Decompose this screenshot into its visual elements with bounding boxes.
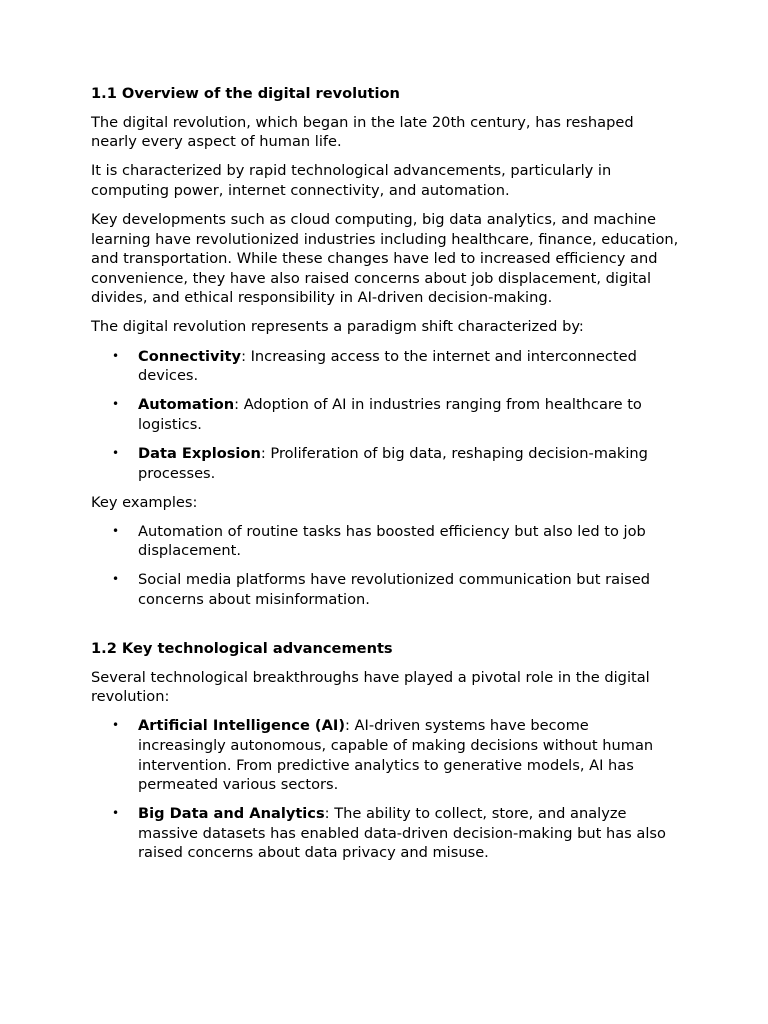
bullet-icon: •	[112, 806, 120, 821]
list-item-term: Artificial Intelligence (AI)	[138, 717, 345, 735]
bullet-icon: •	[112, 718, 120, 733]
list-item-term: Connectivity	[138, 347, 242, 365]
list-item-text: : Increasing access to the internet and interconnected devices.	[138, 347, 637, 385]
paragraph: The digital revolution represents a paradigm shift characterized by:	[91, 318, 584, 336]
list-item	[91, 444, 681, 483]
paragraph: Several technological breakthroughs have played a pivotal role in the digital revolution:	[91, 668, 650, 706]
section-spacer	[91, 619, 681, 639]
list-item	[91, 804, 681, 863]
bullet-icon: •	[112, 397, 120, 412]
bullet-icon: •	[112, 445, 120, 460]
list-item-term: Data Explosion	[138, 444, 261, 462]
paragraph: Key developments such as cloud computing, big data analytics, and machine learning have revolutionized industries including healthcare, finance, education, and transportation. While these changes have led to increased efficiency and convenience, they have also raised concerns about job displacement, digital divides, and ethical responsibility in AI-driven decision-making.	[91, 210, 679, 307]
list-item-text: Automation of routine tasks has boosted efficiency but also led to job displacement.	[138, 522, 646, 560]
list-item-text: : Adoption of AI in industries ranging from healthcare to logistics.	[138, 396, 642, 433]
paragraph: The digital revolution, which began in the late 20th century, has reshaped nearly every aspect of human life.	[91, 113, 634, 151]
list-item-text: : Proliferation of big data, reshaping decision-making processes.	[138, 444, 648, 482]
section-heading-1-2: 1.2 Key technological advancements	[91, 640, 393, 658]
paragraph: It is characterized by rapid technological advancements, particularly in computing power, internet connectivity, and automation.	[91, 162, 612, 199]
list-item-text: : The ability to collect, store, and analyze massive datasets has enabled data-driven decision-making but has also raised concerns about data privacy and misuse.	[138, 805, 666, 862]
list-item	[91, 570, 681, 609]
advancements-list	[91, 716, 681, 863]
document-page	[91, 84, 681, 873]
list-item	[91, 347, 681, 386]
bullet-icon: •	[112, 572, 120, 587]
list-item	[91, 395, 681, 434]
list-item-term: Big Data and Analytics	[138, 805, 325, 823]
section-heading-1-1: 1.1 Overview of the digital revolution	[91, 85, 400, 102]
examples-list	[91, 522, 681, 610]
list-item	[91, 716, 681, 794]
bullet-icon: •	[112, 523, 120, 538]
list-item-text: Social media platforms have revolutionized communication but raised concerns about misinformation.	[138, 571, 650, 608]
examples-label: Key examples:	[91, 493, 198, 511]
characteristics-list	[91, 347, 681, 484]
list-item-text: : AI-driven systems have become increasingly autonomous, capable of making decisions without human intervention. From predictive analytics to generative models, AI has permeated various sectors.	[138, 717, 654, 794]
list-item	[91, 522, 681, 561]
bullet-icon: •	[112, 348, 120, 363]
list-item-term: Automation	[138, 396, 235, 414]
